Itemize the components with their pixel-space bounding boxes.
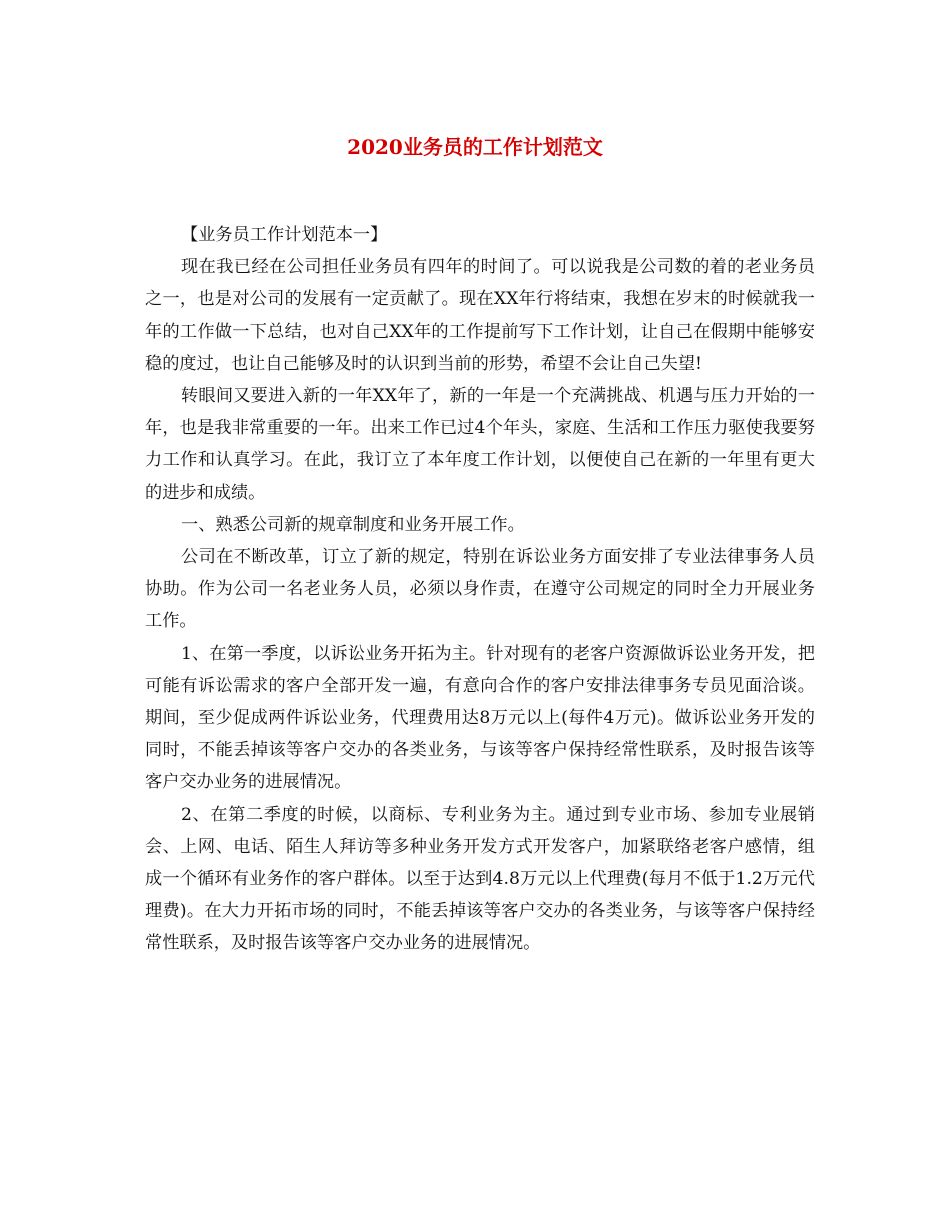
- list-item: 2、在第二季度的时候，以商标、专利业务为主。通过到专业市场、参加专业展销会、上网、电话、陌生人拜访等多种业务开发方式开发客户，加紧联络老客户感情，组成一个循环有业务作的客户群体。以至于达到4.8万元以上代理费(每月不低于1.2万元代理费)。在大力开拓市场的同时，不能丢掉该等客户交办的各类业务，与该等客户保持经常性联系，及时报告该等客户交办业务的进展情况。: [145, 804, 815, 954]
- list-item: 1、在第一季度，以诉讼业务开拓为主。针对现有的老客户资源做诉讼业务开发，把可能有诉讼需求的客户全部开发一遍，有意向合作的客户安排法律事务专员见面洽谈。期间，至少促成两件诉讼业务，代理费用达8万元以上(每件4万元)。做诉讼业务开发的同时，不能丢掉该等客户交办的各类业务，与该等客户保持经常性联系，及时报告该等客户交办业务的进展情况。: [145, 643, 815, 793]
- paragraph: 公司在不断改革，订立了新的规定，特别在诉讼业务方面安排了专业法律事务人员协助。作为公司一名老业务人员，必须以身作责，在遵守公司规定的同时全力开展业务工作。: [145, 547, 815, 632]
- section-heading: 【业务员工作计划范本一】: [181, 225, 388, 245]
- paragraph: 现在我已经在公司担任业务员有四年的时间了。可以说我是公司数的着的老业务员之一，也是对公司的发展有一定贡献了。现在XX年行将结束，我想在岁末的时候就我一年的工作做一下总结，也对自己XX年的工作提前写下工作计划，让自己在假期中能够安稳的度过，也让自己能够及时的认识到当前的形势，希望不会让自己失望!: [145, 257, 815, 374]
- document-body: [145, 219, 815, 960]
- paragraph: 转眼间又要进入新的一年XX年了，新的一年是一个充满挑战、机遇与压力开始的一年，也是我非常重要的一年。出来工作已过4个年头，家庭、生活和工作压力驱使我要努力工作和认真学习。在此，我订立了本年度工作计划，以便使自己在新的一年里有更大的进步和成绩。: [145, 386, 815, 503]
- document-title: 2020业务员的工作计划范文: [347, 135, 603, 159]
- list-heading: 一、熟悉公司新的规章制度和业务开展工作。: [181, 514, 525, 535]
